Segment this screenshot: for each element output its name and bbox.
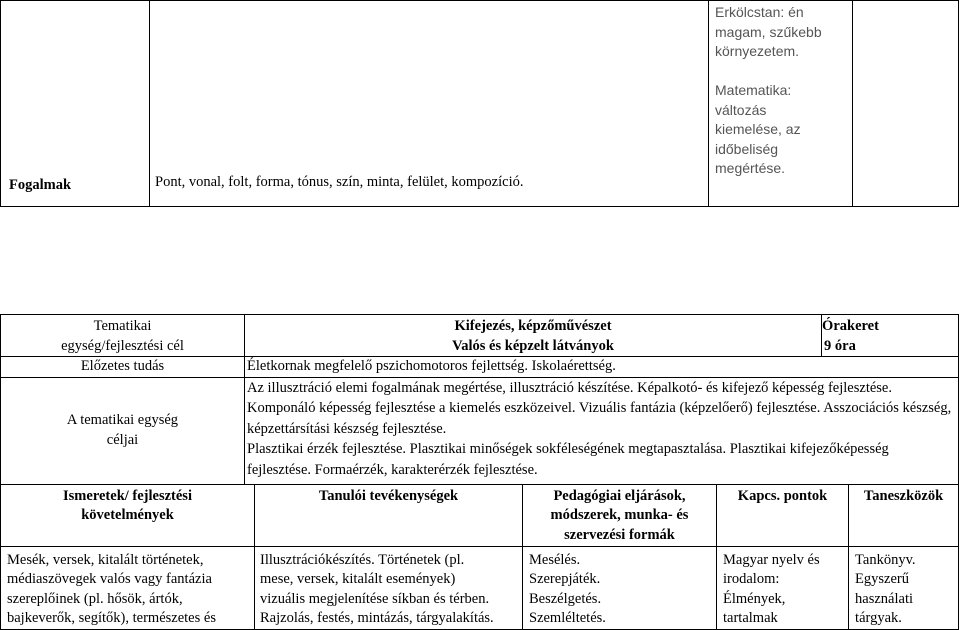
row-pedagogiai: Mesélés. Szerepjáték. Beszélgetés. Szemléltetés. bbox=[523, 546, 717, 629]
concepts-label: Fogalmak bbox=[1, 1, 150, 207]
celjai-text: Az illusztráció elemi fogalmának megértése, illusztráció készítése. Képalkotó- és kifejező képesség fejlesztése. Komponáló képesség fejlesztése a kiemelés eszközeivel. Vizuális fantázia (képzelőerő) fejlesztése. Asszociációs készség, képzettársítási készség fejlesztése. Plasztikai érzék fejlesztése. Plasztikai minőségek sokféleségének megtapasztalása. Plasztikai kifejezőképesség fejlesztése. Formaérzék, karakterérzék fejlesztése. bbox=[245, 377, 959, 484]
orakeret-label: Órakeret bbox=[822, 318, 879, 334]
row-ismeretek: Mesék, versek, kitalált történetek, médiaszövegek valós vagy fantázia szereplőinek (pl. hősök, ártók, bajkeverők, segítők), természetes és bbox=[1, 546, 255, 629]
empty-cell bbox=[853, 1, 959, 207]
header-ismeretek: Ismeretek/ fejlesztési követelmények bbox=[1, 484, 255, 546]
orakeret-value: 9 óra bbox=[824, 337, 856, 354]
orakeret-cell bbox=[822, 315, 959, 357]
elozetes-value: Életkornak megfelelő pszichomotoros fejlettség. Iskolaérettség. bbox=[245, 357, 959, 378]
cross-curricular-links: Erkölcstan: én magam, szűkebb környezetem. Matematika: változás kiemelése, az időbeliség megértése. bbox=[709, 1, 853, 207]
header-kapcs: Kapcs. pontok bbox=[717, 484, 849, 546]
concepts-text: Pont, vonal, folt, forma, tónus, szín, minta, felület, kompozíció. bbox=[150, 1, 709, 207]
elozetes-label: Előzetes tudás bbox=[1, 357, 245, 378]
row-tanuloi: Illusztrációkészítés. Történetek (pl. mese, versek, kitalált események) vizuális megjelenítése síkban és térben. Rajzolás, festés, mintázás, tárgyalakítás. bbox=[255, 546, 523, 629]
tematikai-label: Tematikai egység/fejlesztési cél bbox=[1, 315, 245, 357]
main-table bbox=[0, 314, 959, 630]
header-taneszkozok: Taneszközök bbox=[849, 484, 959, 546]
header-tanuloi: Tanulói tevékenységek bbox=[255, 484, 523, 546]
top-table bbox=[0, 0, 959, 207]
tematikai-title: Kifejezés, képzőművészet Valós és képzelt látványok bbox=[245, 315, 822, 357]
row-taneszkozok: Tankönyv. Egyszerű használati tárgyak. bbox=[849, 546, 959, 629]
row-kapcs: Magyar nyelv és irodalom: Élmények, tartalmak bbox=[717, 546, 849, 629]
header-pedagogiai: Pedagógiai eljárások, módszerek, munka- és szervezési formák bbox=[523, 484, 717, 546]
celjai-label: A tematikai egység céljai bbox=[1, 377, 245, 484]
